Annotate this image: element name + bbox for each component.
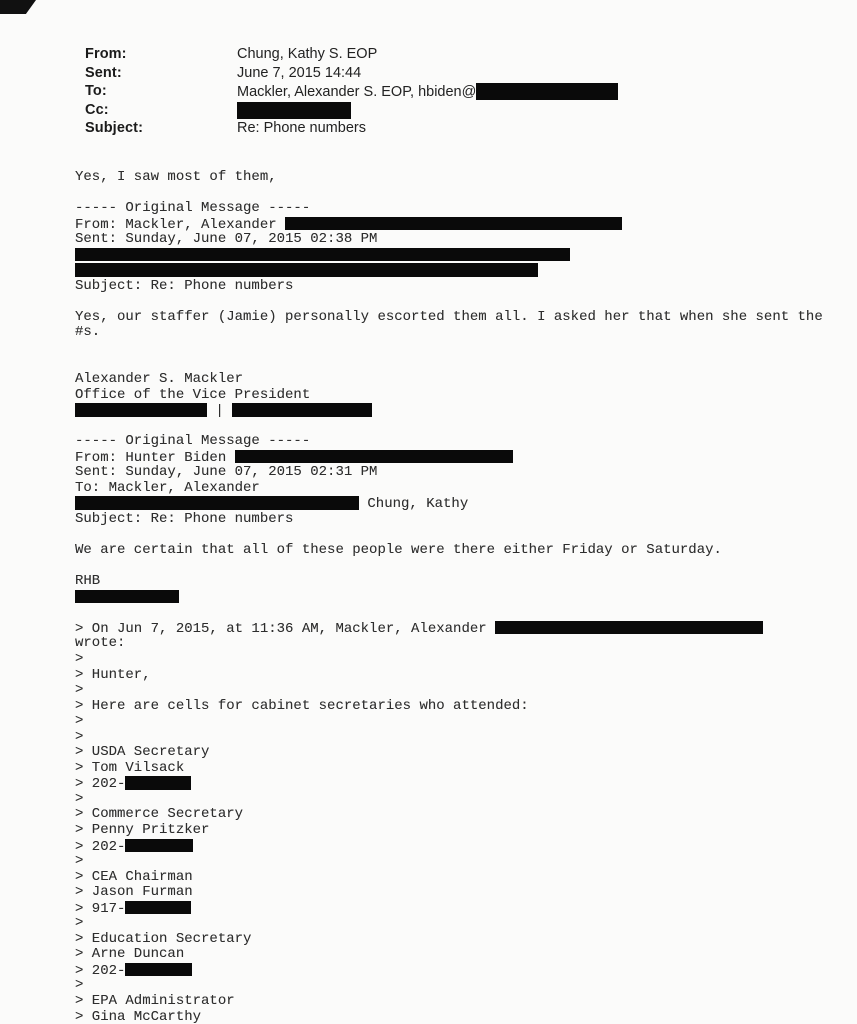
body-line: [75, 792, 851, 808]
body-text-segment: > Here are cells for cabinet secretaries who attended:: [75, 697, 529, 714]
redaction-bar: [125, 963, 192, 977]
body-text-segment: Chung, Kathy: [359, 496, 469, 513]
header-field-value: [237, 120, 366, 136]
header-field-row: [85, 102, 618, 121]
redaction-bar: [75, 403, 207, 417]
body-text-segment: > Hunter,: [75, 666, 151, 683]
redaction-bar: [125, 839, 193, 853]
body-text-segment: > 917-: [75, 900, 126, 917]
body-text-segment: Yes, our staffer (Jamie) personally escorted them all. I asked her that when she sent the: [75, 308, 823, 325]
body-line: [75, 201, 851, 217]
body-text-segment: > Penny Pritzker: [75, 821, 210, 838]
body-line: [75, 823, 851, 839]
body-text-segment: > Jason Furman: [75, 884, 193, 901]
body-text-segment: Alexander S. Mackler: [75, 371, 244, 388]
body-text-segment: Subject: Re: Phone numbers: [75, 277, 294, 294]
body-text-segment: RHB: [75, 573, 101, 590]
body-text-segment: > EPA Administrator: [75, 992, 235, 1009]
body-line: [75, 854, 851, 870]
email-body-text: [75, 170, 851, 1024]
body-line: [75, 714, 851, 730]
body-line: [75, 310, 851, 326]
header-field-value-text: Re: Phone numbers: [237, 120, 366, 137]
body-line: [75, 325, 851, 341]
body-line: [75, 559, 851, 575]
redaction-bar: [237, 102, 351, 119]
redaction-bar: [495, 621, 763, 635]
body-line: [75, 528, 851, 544]
redaction-bar: [75, 263, 538, 277]
body-line: [75, 434, 851, 450]
body-text-segment: Yes, I saw most of them,: [75, 170, 277, 185]
body-line: [75, 248, 851, 264]
body-line: [75, 885, 851, 901]
body-text-segment: Office of the Vice President: [75, 386, 311, 403]
body-text-segment: We are certain that all of these people were there either Friday or Saturday.: [75, 542, 722, 559]
body-line: [75, 279, 851, 295]
body-text-segment: > Arne Duncan: [75, 946, 185, 963]
header-field-row: [85, 120, 618, 139]
body-line: [75, 388, 851, 404]
body-line: [75, 947, 851, 963]
body-line: [75, 652, 851, 668]
email-header: [85, 46, 618, 139]
body-text-segment: >: [75, 682, 84, 699]
body-text-segment: > Gina McCarthy: [75, 1008, 202, 1024]
body-line: [75, 186, 851, 202]
body-text-segment: Sent: Sunday, June 07, 2015 02:31 PM: [75, 464, 378, 481]
body-text-segment: >: [75, 713, 84, 730]
body-text-segment: wrote:: [75, 635, 126, 652]
redaction-bar: [476, 83, 618, 100]
body-text-segment: > Commerce Secretary: [75, 806, 244, 823]
header-field-value: [237, 46, 377, 62]
body-line: [75, 932, 851, 948]
header-field-row: [85, 46, 618, 65]
header-field-value-text: Mackler, Alexander S. EOP, hbiden@: [237, 84, 477, 101]
body-text-segment: |: [207, 403, 233, 420]
body-line: [75, 341, 851, 357]
body-line: [75, 621, 851, 637]
body-line: [75, 839, 851, 855]
body-text-segment: > 202-: [75, 776, 126, 793]
body-line: [75, 232, 851, 248]
body-text-segment: > On Jun 7, 2015, at 11:36 AM, Mackler, Alexander: [75, 620, 496, 637]
body-line: [75, 683, 851, 699]
redaction-bar: [125, 776, 191, 790]
body-line: [75, 668, 851, 684]
body-text-segment: >: [75, 915, 84, 932]
redaction-bar: [75, 590, 179, 604]
body-line: [75, 605, 851, 621]
body-line: [75, 543, 851, 559]
header-field-value: [237, 102, 351, 119]
body-line: [75, 372, 851, 388]
header-field-value-text: June 7, 2015 14:44: [237, 64, 362, 81]
header-field-value-text: Chung, Kathy S. EOP: [237, 46, 378, 62]
body-line: [75, 590, 851, 606]
header-field-value: [237, 83, 618, 100]
body-line: [75, 761, 851, 777]
redaction-bar: [235, 450, 513, 464]
body-text-segment: >: [75, 853, 84, 870]
header-field-row: [85, 83, 618, 102]
body-line: [75, 512, 851, 528]
body-line: [75, 496, 851, 512]
body-line: [75, 963, 851, 979]
body-text-segment: From: Mackler, Alexander: [75, 216, 286, 233]
body-line: [75, 217, 851, 233]
body-line: [75, 978, 851, 994]
redaction-bar: [125, 901, 191, 915]
scan-corner-artifact: [0, 0, 36, 14]
header-field-label: Cc:: [85, 101, 109, 118]
body-line: [75, 357, 851, 373]
header-field-label: Sent:: [85, 64, 122, 81]
body-text-segment: Subject: Re: Phone numbers: [75, 511, 294, 528]
body-line: [75, 419, 851, 435]
body-text-segment: > Education Secretary: [75, 930, 252, 947]
redaction-bar: [285, 217, 622, 231]
body-text-segment: #s.: [75, 324, 101, 341]
body-text-segment: > Tom Vilsack: [75, 759, 185, 776]
body-text-segment: To: Mackler, Alexander: [75, 479, 260, 496]
body-text-segment: >: [75, 790, 84, 807]
header-field-label: To:: [85, 83, 107, 100]
body-text-segment: From: Hunter Biden: [75, 449, 235, 466]
body-line: [75, 730, 851, 746]
header-field-label: From:: [85, 46, 127, 62]
body-line: [75, 294, 851, 310]
body-text-segment: > USDA Secretary: [75, 744, 210, 761]
body-text-segment: > CEA Chairman: [75, 868, 193, 885]
body-line: [75, 807, 851, 823]
body-line: [75, 263, 851, 279]
body-line: [75, 994, 851, 1010]
body-text-segment: > 202-: [75, 962, 126, 979]
body-line: [75, 170, 851, 186]
header-field-row: [85, 65, 618, 84]
body-text-segment: >: [75, 977, 84, 994]
body-text-segment: Sent: Sunday, June 07, 2015 02:38 PM: [75, 231, 378, 248]
redaction-bar: [75, 248, 570, 262]
body-text-segment: ----- Original Message -----: [75, 433, 311, 450]
body-text-segment: >: [75, 650, 84, 667]
body-line: [75, 636, 851, 652]
redaction-bar: [232, 403, 372, 417]
body-line: [75, 481, 851, 497]
body-line: [75, 916, 851, 932]
body-line: [75, 745, 851, 761]
header-field-label: Subject:: [85, 120, 143, 137]
body-line: [75, 901, 851, 917]
body-text-segment: ----- Original Message -----: [75, 200, 311, 217]
redaction-bar: [75, 496, 359, 510]
body-text-segment: > 202-: [75, 838, 126, 855]
body-line: [75, 403, 851, 419]
header-field-value: [237, 65, 361, 81]
body-line: [75, 870, 851, 886]
body-line: [75, 574, 851, 590]
body-line: [75, 465, 851, 481]
body-line: [75, 776, 851, 792]
body-line: [75, 1010, 851, 1024]
body-line: [75, 699, 851, 715]
body-text-segment: >: [75, 728, 84, 745]
